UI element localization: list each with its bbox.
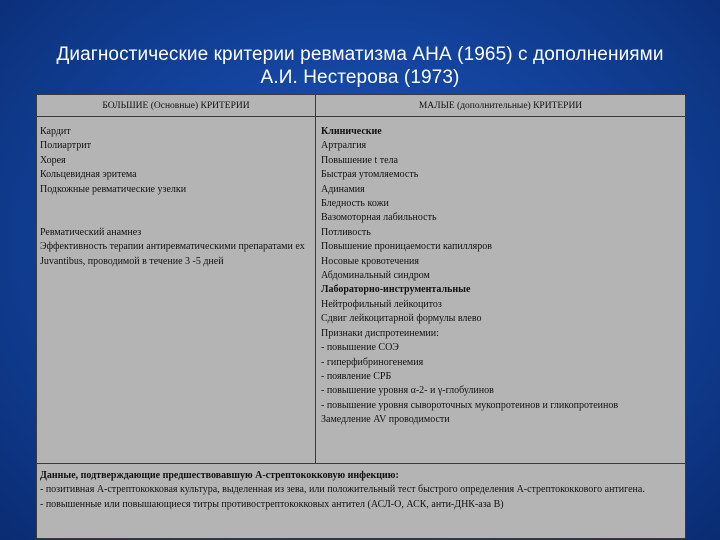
major-item: Хорея (40, 154, 66, 166)
clinical-item: Абдоминальный синдром (321, 270, 430, 282)
slide-title (20, 43, 700, 89)
major-criteria-column (37, 117, 316, 463)
clinical-item: Повышение проницаемости капилляров (321, 241, 492, 253)
criteria-table (36, 94, 686, 539)
lab-item: Признаки диспротеинемии: (321, 327, 439, 339)
major-item: Кардит (40, 126, 71, 137)
clinical-item: Артралгия (321, 140, 367, 152)
lab-item: - повышение уровня сывороточных мукопротеинов и гликопротеинов (321, 399, 619, 411)
minor-criteria-header: МАЛЫЕ (дополнительные) КРИТЕРИИ (316, 95, 685, 117)
lab-item: - повышение уровня α-2- и γ-глобулинов (321, 385, 494, 397)
lab-item: - гиперфибриногенемия (321, 356, 424, 368)
clinical-item: Повышение t тела (321, 154, 398, 166)
therapy-effectiveness: Эффективность терапии антиревматическими препаратами ex Juvantibus, проводимой в течение 3 -5 дней (40, 241, 305, 267)
lab-item: Нейтрофильный лейкоцитоз (321, 298, 442, 310)
strep-item-titers: - повышенные или повышающиеся титры противострептококковых антител (АСЛ-О, АСК, анти-ДНК-аза В) (40, 498, 504, 510)
lab-item: - повышение СОЭ (321, 342, 399, 354)
clinical-item: Бледность кожи (321, 198, 389, 210)
lab-item: Сдвиг лейкоцитарной формулы влево (321, 313, 482, 325)
major-additional-group (40, 226, 311, 269)
clinical-item: Вазомоторная лабильность (321, 212, 437, 224)
lab-heading: Лабораторно-инструментальные (321, 284, 471, 296)
major-item: Подкожные ревматические узелки (40, 183, 187, 195)
title-line-1: Диагностические критерии ревматизма АНА (1965) с дополнениями (56, 44, 664, 65)
title-line-2: А.И. Нестерова (1973) (260, 67, 460, 88)
rheumatic-anamnesis: Ревматический анамнез (40, 227, 142, 239)
clinical-item: Носовые кровотечения (321, 255, 419, 267)
minor-criteria-column (316, 117, 685, 463)
major-item: Кольцевидная эритема (40, 169, 137, 181)
strep-heading: Данные, подтверждающие предшествовавшую А-стрептококковую инфекцию: (40, 470, 399, 481)
clinical-item: Потливость (321, 226, 371, 238)
strep-item-culture: - позитивная А-стрептококковая культура, выделенная из зева, или положительный тест быстрого определения А-стрептококкового антигена. (40, 484, 645, 496)
major-criteria-header: БОЛЬШИЕ (Основные) КРИТЕРИИ (37, 95, 316, 117)
clinical-item: Быстрая утомляемость (321, 169, 419, 181)
strep-infection-evidence (37, 463, 685, 538)
clinical-heading: Клинические (321, 126, 382, 137)
major-item: Полиартрит (40, 140, 91, 152)
lab-item: Замедление AV проводимости (321, 414, 450, 426)
lab-item: - появление СРБ (321, 370, 392, 382)
clinical-item: Адинамия (321, 183, 365, 195)
